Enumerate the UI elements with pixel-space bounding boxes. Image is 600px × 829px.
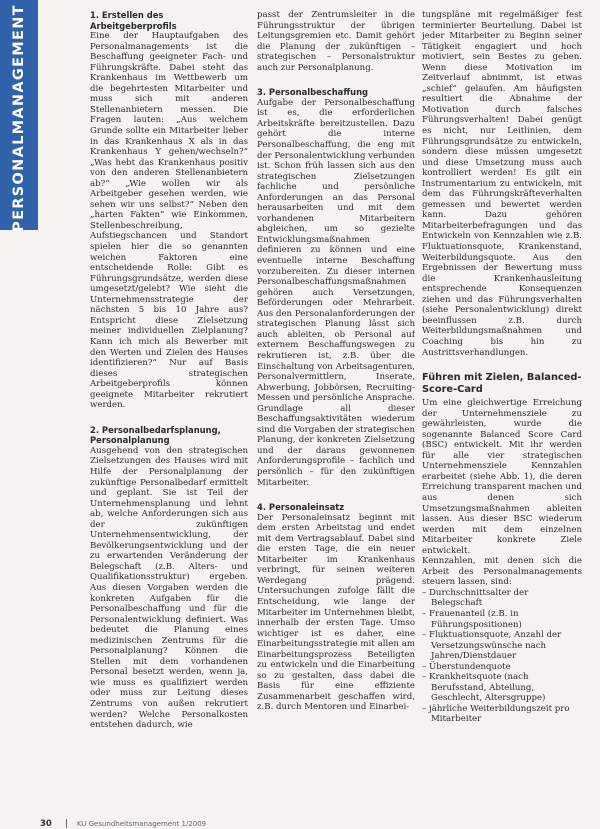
column-3 (422, 10, 582, 795)
heading-personalplanung: 2. Personalbedarfsplanung, Personalplanung (90, 424, 221, 446)
heading-balanced-score-card: Führen mit Zielen, Balanced-Score-Card (422, 372, 582, 396)
page-footer (40, 819, 206, 829)
heading-personalbeschaffung: 3. Personalbeschaffung (257, 87, 369, 98)
list-item: – Durchschnittsalter der Belegschaft (422, 588, 582, 609)
paragraph: Ausgehend von den strategischen Zielsetzungen des Hauses wird mit Hilfe der Personalplanung der zukünftige Personalbedarf ermittelt und geplant. Sie ist Teil der Unternehmensplanung und lehnt ab, welche Anforderungen sich aus der zukünftigen Unternehmensentwicklung, der Bevölkerungsentwicklung und der zu erwartenden Veränderung der Belegschaft (z.B. Alters- und Qualifikationsstruktur) ergeben. Aus diesen Vorgaben werden die konkreten Aufgaben für die Personalbeschaffung und für die Personalentwicklung definiert. Was bedeutet die Planung eines medizinischen Zentrums für die Personalplanung? Können die Stellen mit dem vorhandenen Personal besetzt werden, wenn ja, wie muss es qualifiziert werden oder muss zur Leitung dieses Zentrums von außen rekrutiert werden? Welche Personalkosten entstehen dadurch, wie (90, 445, 248, 731)
list-item: – Frauenanteil (z.B. in Führungspositionen) (422, 609, 582, 630)
paragraph: tungspläne mit regelmäßiger fest terminierter Beurteilung. Dabei ist jeder Mitarbeiter zu Beginn seiner Tätigkeit engagiert und hoch motiviert, sein Bestes zu geben. Wenn diese Motivation im Zeitverlauf abnimmt, ist etwas „schief“ gelaufen. Am häufigsten resultiert die Abnahme der Motivation durch falsches Führungsverhalten! Dabei genügt es nicht, nur Leitlinien, dem Führungsgrundsätze zu entwickeln, sondern diese müssen umgesetzt und diese Umsetzung muss auch kontrolliert werden! Es gilt ein Instrumentarium zu entwickeln, mit dem das Führungskräfteverhalten gemessen und bewertet werden kann. Dazu gehören Mitarbeiterbefragungen und das Entwickeln von Kennzahlen wie z.B. Fluktuationsquote, Krankenstand, Weiterbildungsquote. Aus den Ergebnissen der Bewertung muss die Krankenhausleitung entsprechende Konsequenzen ziehen und das Führungsverhalten (siehe Personalentwicklung) direkt beeinflussen z.B. durch Weiterbildungsmaßnahmen und Coaching bis hin zu Austrittsverhandlungen. (422, 10, 582, 358)
page-number: 30 (40, 819, 52, 829)
paragraph: Der Personaleinsatz beginnt mit dem ersten Arbeitstag und endet mit dem Vertragsablauf. Dabei sind die ersten Tage, die ein neuer Mitarbeiter im Krankenhaus verbringt, für seinen weiteren Werdegang prägend. Untersuchungen zufolge fällt die Entscheidung, wie lange der Mitarbeiter im Unternehmen bleibt, innerhalb der ersten Tage. Umso wichtiger ist es daher, eine Einarbeitungsstrategie mit allen am Einarbeitungsprozess Beteiligten zu entwickeln und die Einarbeitung so zu gestalten, dass dabei die Basis für eine effiziente Zusammenarbeit geschaffen wird, z.B. durch Mentoren und Einarbei- (257, 512, 415, 713)
kennzahlen-list (422, 588, 582, 725)
publication-name: KU Gesundheitsmanagement 1/2009 (76, 820, 207, 828)
footer-divider (66, 819, 67, 828)
list-item: – Krankheitsquote (nach Berufsstand, Abteilung, Geschlecht, Altersgruppe) (422, 672, 582, 704)
list-item: – Fluktuationsquote, Anzahl der Versetzungswünsche nach Jahren/Dienstdauer (422, 630, 582, 662)
column-2 (257, 10, 415, 795)
heading-arbeitgeberprofil: 1. Erstellen des Arbeitgeberprofils (90, 10, 177, 31)
paragraph: passt der Zentrumsleiter in die Führungsstruktur der übrigen Leitungsgremien etc. Damit gehört die Planung der zukünftigen – strategischen – Personalstruktur auch zur Personalplanung. (257, 10, 415, 73)
paragraph: Aufgabe der Personalbeschaffung ist es, die erforderlichen Arbeitskräfte bereitzustellen. Dazu gehört die interne Personalbeschaffung, die eng mit der Personalentwicklung verbunden ist. Schon früh lassen sich aus den strategischen Zielsetzungen fachliche und persönliche Anforderungen an das Personal herausarbeiten und mit dem vorhandenen Mitarbeitern abgleichen, um so gezielte Entwicklungsmaßnahmen definieren zu können und eine eventuelle interne Beschaffung vorzubereiten. Zu dieser internen Personalbeschaffungsmaßnahmen gehören auch Versetzungen, Beförderungen oder Mehrarbeit. Aus den Personalanforderungen der strategischen Planung lässt sich auch ableiten, ob Personal auf externem Beschaffungswegen zu rekrutieren ist, z.B. über die Einschaltung von Arbeitsagenturen, Personalvermittlern, Inserate, Abwerbung, Jobbörsen, Recruiting-Messen und persönliche Ansprache. Grundlage all dieser Beschaffungsaktivitäten wiederum sind die Vorgaben der strategischen Planung, der konkreten Zielsetzung und der daraus gewonnenen Anforderungsprofile – fachlich und persönlich – für den zukünftigen Mitarbeiter. (257, 97, 415, 488)
section-sidebar (0, 0, 38, 230)
paragraph: Eine der Hauptaufgaben des Personalmanagements ist die Beschaffung geeigneter Fach- und Führungskräfte. Dabei steht das Krankenhaus im Wettbewerb um die begehrtesten Mitarbeiter und muss sich mit anderen Stellenanbietern messen. Die Fragen lauten: „Aus welchem Grunde sollte ein Mitarbeiter lieber in das Krankenhaus X als in das Krankenhaus Y gehen/wechseln?“ „Was hebt das Krankenhaus positiv von den anderen Stellenanbietern ab?“ „Wie wollen wir als Arbeitgeber gesehen werden, wie sehen wir uns selbst?“ Neben den „harten Fakten“ wie Einkommen, Stellenbeschreibung, Aufstiegschancen und Standort spielen hier die so genannten weichen Faktoren eine entscheidende Rolle: Gibt es Führungsgrundsätze, werden diese umgesetzt/gelebt? Wie sieht die Unternehmensstrategie der nächsten 5 bis 10 Jahre aus? Entspricht diese Zielsetzung meiner individuellen Zielplanung? Kann ich mich als Bewerber mit den Werten und Zielen des Hauses identifizieren?“ Nur auf Basis dieses strategischen Arbeitgeberprofils können geeignete Mitarbeiter rekrutiert werden. (90, 31, 248, 411)
heading-personaleinsatz: 4. Personaleinsatz (257, 502, 345, 513)
paragraph: Kennzahlen, mit denen sich die Arbeit des Personalmanagements steuern lassen, sind: (422, 556, 582, 588)
list-item: – jährliche Weiterbildungszeit pro Mitarbeiter (422, 704, 582, 725)
column-1 (90, 10, 248, 795)
section-label: PERSONALMANAGEMENT (11, 4, 27, 232)
list-item: – Überstundenquote (422, 662, 582, 673)
paragraph: Um eine gleichwertige Erreichung der Unternehmensziele zu gewährleisten, wurde die sogenannte Balanced Score Card (BSC) entwickelt. Mit ihr werden für alle vier strategischen Unternehmensziele Kennzahlen erarbeitet (siehe Abb. 1), die deren Erreichung transparent machen und aus denen sich Umsetzungsmaßnahmen ableiten lassen. Aus dieser BSC wiederum werden mit dem einzelnen Mitarbeiter konkrete Ziele entwickelt. (422, 398, 582, 556)
